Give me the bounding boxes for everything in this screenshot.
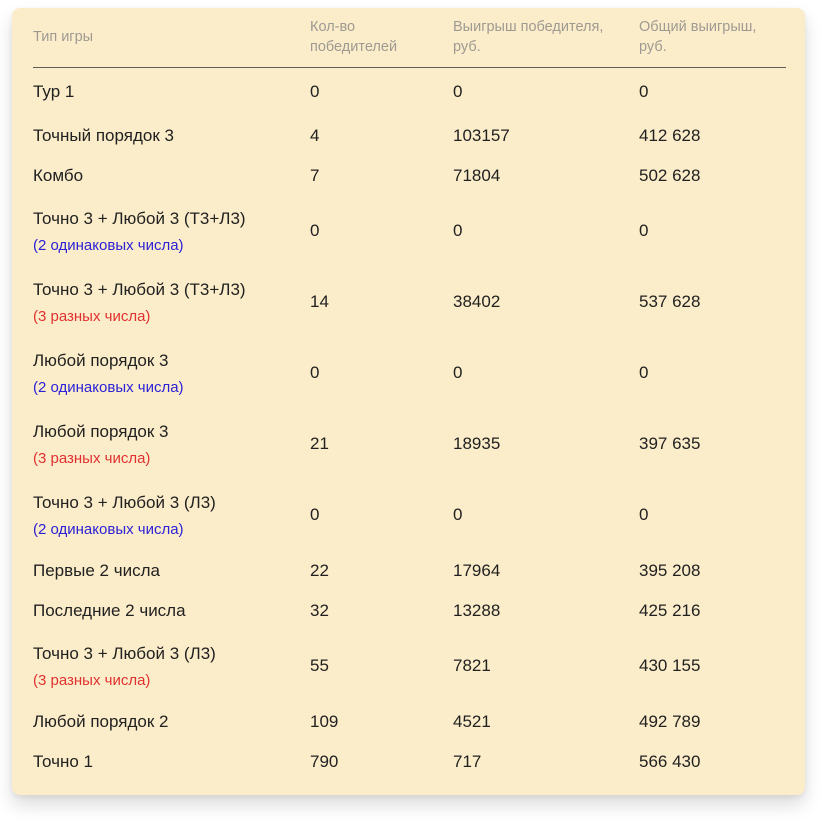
game-type-label: Точно 3 + Любой 3 (Л3): [33, 643, 216, 663]
winners-count-value: 22: [310, 560, 329, 580]
winners-count-value: 790: [310, 751, 339, 771]
col-header-game-type: Тип игры: [33, 8, 310, 68]
total-prize-value: 537 628: [639, 292, 701, 311]
total-prize-value: 0: [639, 363, 649, 382]
winner-prize-value: 0: [453, 221, 463, 240]
winners-count-value: 0: [310, 505, 320, 524]
game-type-label: Первые 2 числа: [33, 560, 160, 580]
col-header-winner-prize: Выигрыш победителя, руб.: [453, 8, 639, 68]
game-type-label: Точно 1: [33, 751, 94, 771]
winner-prize-value: 717: [453, 751, 482, 771]
table-row: [33, 480, 786, 551]
game-note-label: (2 одинаковых числа): [33, 378, 184, 396]
table-row: [33, 68, 786, 116]
game-note-label: (3 разных числа): [33, 671, 151, 689]
winner-prize-value: 0: [453, 81, 463, 101]
game-note-label: (3 разных числа): [33, 449, 151, 467]
winners-count-value: 7: [310, 165, 320, 185]
table-row: [33, 116, 786, 156]
game-type-label: Любой порядок 3: [33, 350, 169, 370]
winners-count-value: 4: [310, 125, 320, 145]
winners-count-value: 0: [310, 363, 320, 382]
total-prize-value: 0: [639, 505, 649, 524]
winners-count-value: 32: [310, 600, 329, 620]
winners-count-value: 21: [310, 434, 329, 453]
winners-count-value: 109: [310, 711, 339, 731]
game-type-label: Любой порядок 2: [33, 711, 169, 731]
total-prize-value: 397 635: [639, 434, 701, 453]
table-row: [33, 631, 786, 702]
game-note-label: (2 одинаковых числа): [33, 520, 184, 538]
table-row: [33, 702, 786, 742]
winner-prize-value: 18935: [453, 434, 501, 453]
winner-prize-value: 71804: [453, 165, 501, 185]
total-prize-value: 395 208: [639, 560, 701, 580]
winner-prize-value: 13288: [453, 600, 501, 620]
winner-prize-value: 38402: [453, 292, 501, 311]
col-header-total-prize: Общий выигрыш, руб.: [639, 8, 786, 68]
table-row: [33, 551, 786, 591]
table-row: [33, 156, 786, 196]
col-header-winners-count: Кол-во победителей: [310, 8, 453, 68]
game-type-label: Точный порядок 3: [33, 125, 174, 145]
total-prize-value: 566 430: [639, 751, 701, 771]
game-type-label: Точно 3 + Любой 3 (Л3): [33, 492, 216, 512]
game-note-label: (3 разных числа): [33, 307, 151, 325]
total-prize-value: 425 216: [639, 600, 701, 620]
winner-prize-value: 0: [453, 363, 463, 382]
game-type-label: Точно 3 + Любой 3 (Т3+Л3): [33, 208, 246, 228]
table-row: [33, 267, 786, 338]
winner-prize-value: 103157: [453, 125, 510, 145]
table-header-row: [33, 8, 786, 68]
total-prize-value: 502 628: [639, 165, 701, 185]
table-row: [33, 409, 786, 480]
total-prize-value: 430 155: [639, 656, 701, 675]
game-type-label: Комбо: [33, 165, 84, 185]
winners-count-value: 55: [310, 656, 329, 675]
total-prize-value: 492 789: [639, 711, 701, 731]
table-row: [33, 742, 786, 782]
game-note-label: (2 одинаковых числа): [33, 236, 184, 254]
game-type-label: Последние 2 числа: [33, 600, 186, 620]
winners-count-value: 14: [310, 292, 329, 311]
table-row: [33, 196, 786, 267]
game-type-label: Любой порядок 3: [33, 421, 169, 441]
total-prize-value: 0: [639, 221, 649, 240]
game-type-label: Точно 3 + Любой 3 (Т3+Л3): [33, 279, 246, 299]
total-prize-value: 412 628: [639, 125, 701, 145]
prize-results-table: [33, 8, 786, 782]
prize-table-card: [12, 8, 805, 795]
table-row: [33, 338, 786, 409]
winners-count-value: 0: [310, 81, 320, 101]
winner-prize-value: 17964: [453, 560, 501, 580]
winner-prize-value: 0: [453, 505, 463, 524]
table-row: [33, 591, 786, 631]
total-prize-value: 0: [639, 81, 649, 101]
winner-prize-value: 4521: [453, 711, 491, 731]
winner-prize-value: 7821: [453, 656, 491, 675]
game-type-label: Тур 1: [33, 81, 75, 101]
winners-count-value: 0: [310, 221, 320, 240]
